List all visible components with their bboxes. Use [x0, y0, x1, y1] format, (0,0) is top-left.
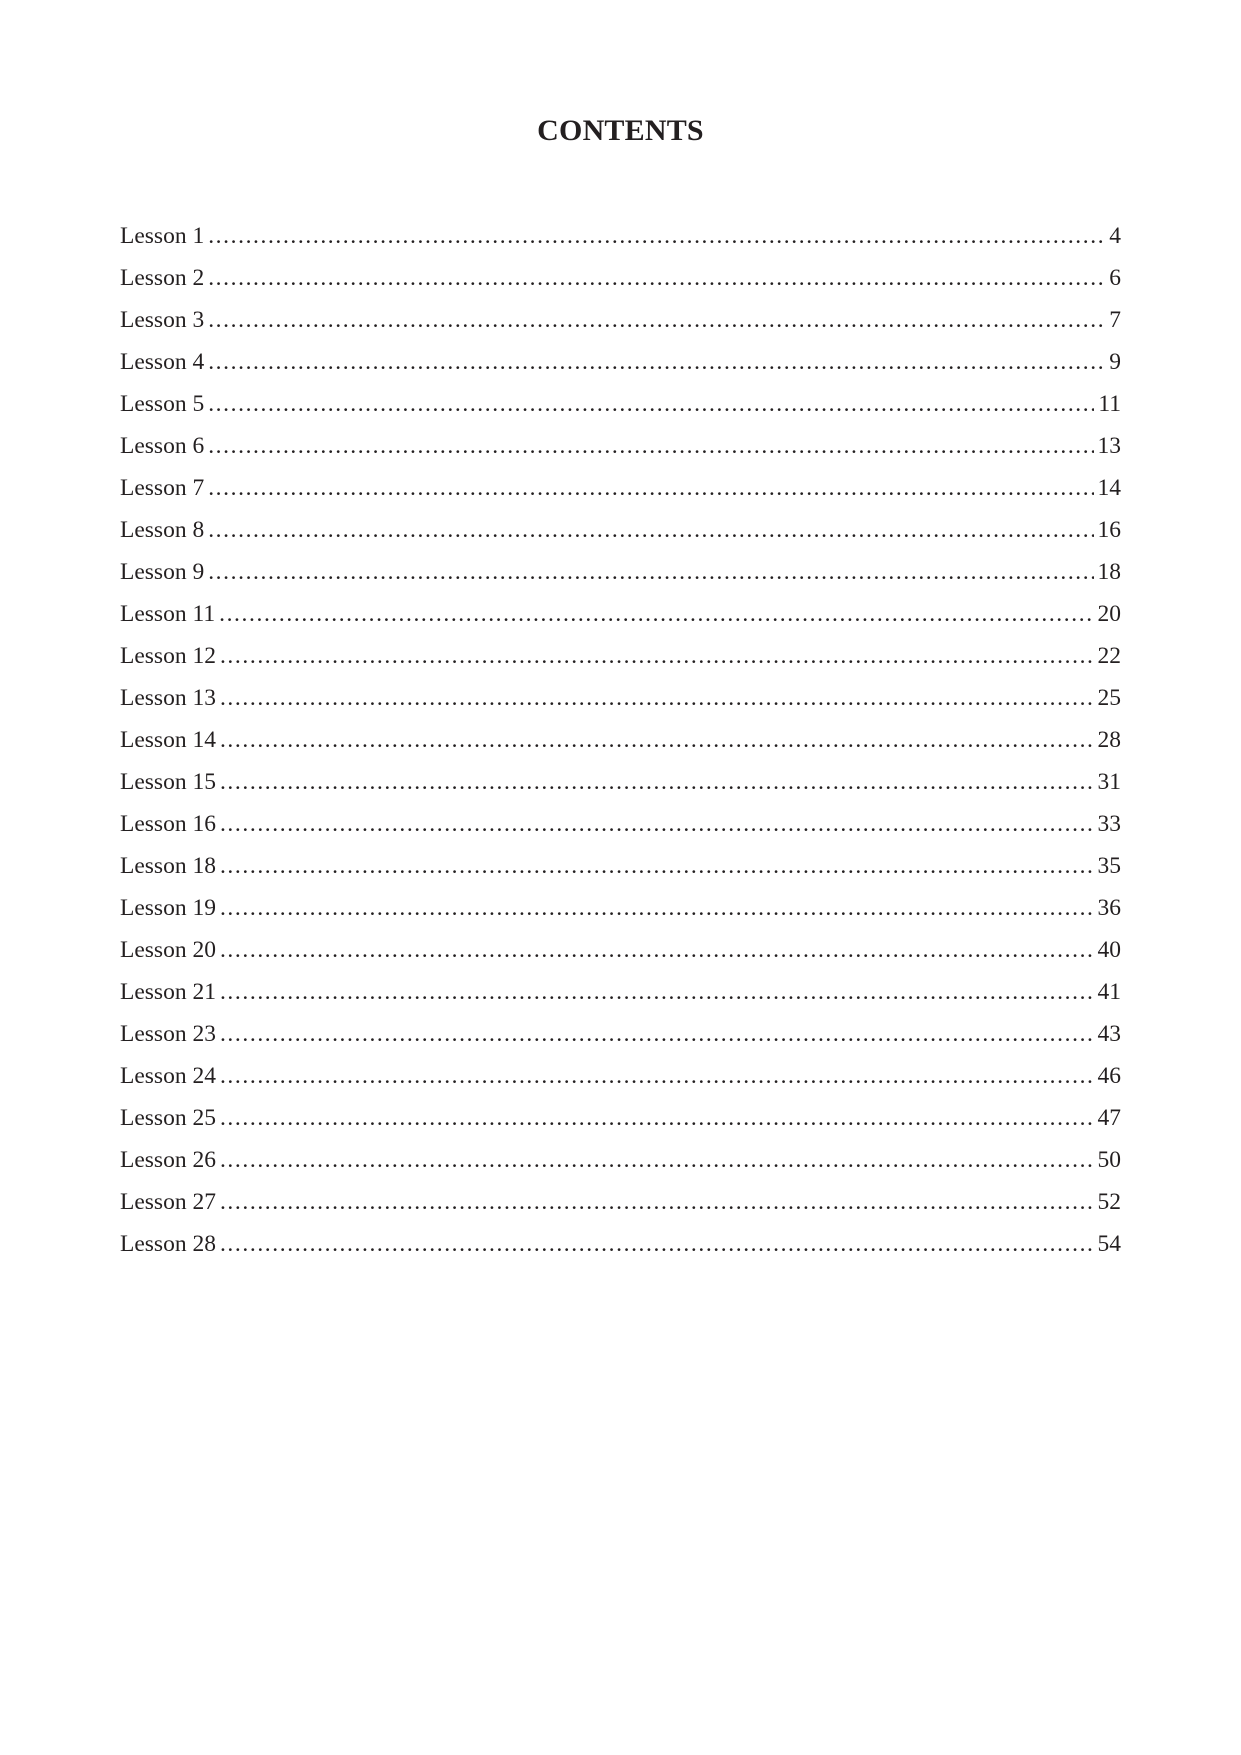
toc-entry[interactable]	[120, 467, 1121, 509]
toc-entry[interactable]	[120, 677, 1121, 719]
dot-leader	[208, 215, 1105, 257]
toc-entry-page: 47	[1097, 1105, 1121, 1131]
toc-entry-label: Lesson 24	[120, 1063, 216, 1089]
toc-entry-label: Lesson 25	[120, 1105, 216, 1131]
toc-entry[interactable]	[120, 803, 1121, 845]
dot-leader	[220, 677, 1094, 719]
dot-leader	[220, 1223, 1094, 1265]
toc-entry-label: Lesson 4	[120, 349, 205, 375]
toc-entry-page: 43	[1097, 1021, 1121, 1047]
toc-entry-label: Lesson 5	[120, 391, 205, 417]
toc-entry[interactable]	[120, 1097, 1121, 1139]
toc-entry[interactable]	[120, 1013, 1121, 1055]
dot-leader	[220, 1139, 1094, 1181]
toc-entry[interactable]	[120, 215, 1121, 257]
dot-leader	[208, 425, 1093, 467]
toc-entry[interactable]	[120, 299, 1121, 341]
toc-entry[interactable]	[120, 635, 1121, 677]
toc-entry-label: Lesson 28	[120, 1231, 216, 1257]
toc-entry-page: 50	[1097, 1147, 1121, 1173]
toc-entry-label: Lesson 13	[120, 685, 216, 711]
toc-entry-page: 52	[1097, 1189, 1121, 1215]
toc-entry-label: Lesson 1	[120, 223, 205, 249]
toc-entry-page: 9	[1109, 349, 1121, 375]
dot-leader	[208, 299, 1105, 341]
toc-entry[interactable]	[120, 971, 1121, 1013]
dot-leader	[220, 845, 1094, 887]
toc-entry-label: Lesson 19	[120, 895, 216, 921]
toc-entry-page: 41	[1097, 979, 1121, 1005]
dot-leader	[208, 383, 1094, 425]
toc-entry-label: Lesson 21	[120, 979, 216, 1005]
dot-leader	[220, 1013, 1094, 1055]
toc-entry[interactable]	[120, 593, 1121, 635]
toc-entry[interactable]	[120, 719, 1121, 761]
toc-entry-label: Lesson 20	[120, 937, 216, 963]
toc-entry-label: Lesson 11	[120, 601, 216, 627]
toc-entry-page: 18	[1097, 559, 1121, 585]
dot-leader	[219, 593, 1093, 635]
toc-entry[interactable]	[120, 1055, 1121, 1097]
dot-leader	[220, 1055, 1094, 1097]
toc-entry-label: Lesson 9	[120, 559, 205, 585]
toc-entry-page: 4	[1109, 223, 1121, 249]
toc-entry-page: 11	[1098, 391, 1121, 417]
toc-entry-page: 20	[1097, 601, 1121, 627]
dot-leader	[208, 257, 1105, 299]
toc-entry[interactable]	[120, 509, 1121, 551]
dot-leader	[220, 1097, 1094, 1139]
toc-entry-page: 31	[1097, 769, 1121, 795]
dot-leader	[220, 719, 1094, 761]
toc-entry[interactable]	[120, 425, 1121, 467]
toc-entry-label: Lesson 12	[120, 643, 216, 669]
dot-leader	[208, 467, 1093, 509]
dot-leader	[220, 971, 1094, 1013]
toc-entry-label: Lesson 7	[120, 475, 205, 501]
toc-entry-label: Lesson 2	[120, 265, 205, 291]
page-title: CONTENTS	[537, 114, 704, 147]
toc-entry-label: Lesson 18	[120, 853, 216, 879]
toc-entry-page: 22	[1097, 643, 1121, 669]
toc-entry-page: 6	[1109, 265, 1121, 291]
dot-leader	[208, 509, 1093, 551]
dot-leader	[220, 803, 1094, 845]
toc-entry-label: Lesson 15	[120, 769, 216, 795]
dot-leader	[220, 929, 1094, 971]
toc-entry-label: Lesson 8	[120, 517, 205, 543]
dot-leader	[220, 635, 1094, 677]
toc-entry[interactable]	[120, 551, 1121, 593]
dot-leader	[220, 887, 1094, 929]
toc-entry-label: Lesson 27	[120, 1189, 216, 1215]
table-of-contents	[120, 215, 1121, 1265]
toc-entry[interactable]	[120, 1181, 1121, 1223]
toc-entry-label: Lesson 16	[120, 811, 216, 837]
toc-entry-page: 54	[1097, 1231, 1121, 1257]
toc-entry-page: 25	[1097, 685, 1121, 711]
toc-entry[interactable]	[120, 1139, 1121, 1181]
toc-entry[interactable]	[120, 929, 1121, 971]
toc-entry[interactable]	[120, 1223, 1121, 1265]
toc-entry-label: Lesson 23	[120, 1021, 216, 1047]
toc-entry[interactable]	[120, 383, 1121, 425]
toc-entry-page: 13	[1097, 433, 1121, 459]
toc-entry-page: 36	[1097, 895, 1121, 921]
toc-entry-page: 7	[1109, 307, 1121, 333]
toc-entry-label: Lesson 26	[120, 1147, 216, 1173]
toc-entry[interactable]	[120, 341, 1121, 383]
toc-entry-page: 40	[1097, 937, 1121, 963]
toc-entry-page: 28	[1097, 727, 1121, 753]
toc-entry[interactable]	[120, 887, 1121, 929]
toc-entry-page: 35	[1097, 853, 1121, 879]
toc-entry-label: Lesson 3	[120, 307, 205, 333]
toc-entry-page: 33	[1097, 811, 1121, 837]
toc-entry[interactable]	[120, 257, 1121, 299]
toc-entry-page: 16	[1097, 517, 1121, 543]
toc-entry-label: Lesson 6	[120, 433, 205, 459]
dot-leader	[208, 341, 1105, 383]
toc-entry[interactable]	[120, 845, 1121, 887]
dot-leader	[220, 1181, 1094, 1223]
toc-entry-page: 46	[1097, 1063, 1121, 1089]
toc-entry-page: 14	[1097, 475, 1121, 501]
dot-leader	[220, 761, 1094, 803]
dot-leader	[208, 551, 1093, 593]
toc-entry[interactable]	[120, 761, 1121, 803]
toc-entry-label: Lesson 14	[120, 727, 216, 753]
